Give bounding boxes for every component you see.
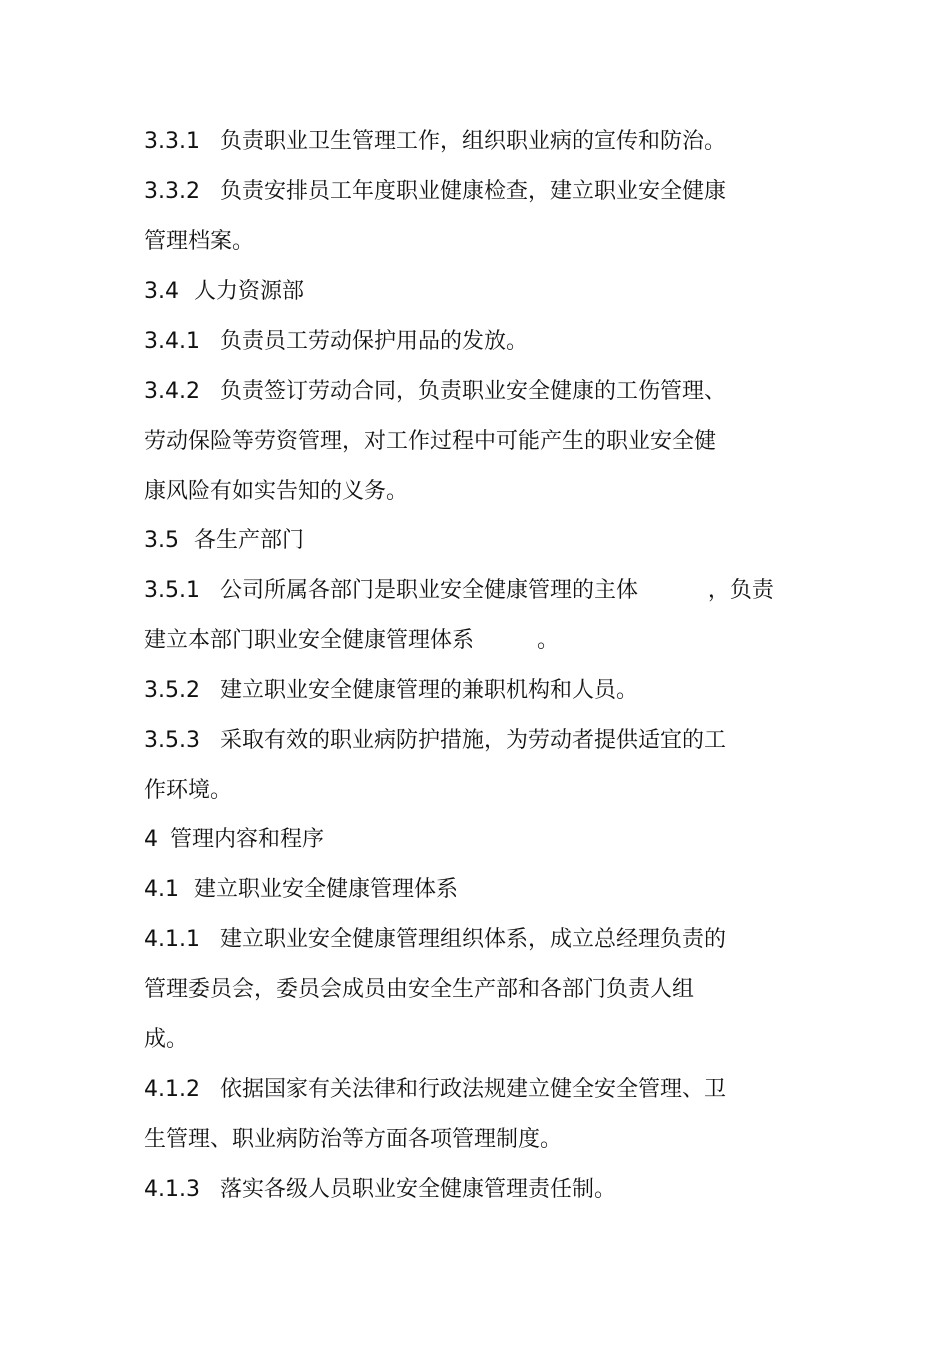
paragraph-line (144, 875, 458, 905)
section-number: 4.1.2 (144, 1077, 200, 1102)
line-text: 管理委员会，委员会成员由安全生产部和各部门负责人组 (144, 977, 695, 1002)
line-text: 建立职业安全健康管理体系 (194, 877, 459, 902)
line-text: 成。 (144, 1027, 189, 1052)
section-number: 3.5.2 (144, 678, 200, 703)
line-text: 生管理、职业病防治等方面各项管理制度。 (144, 1127, 563, 1152)
paragraph-line (144, 925, 726, 955)
paragraph-line (144, 626, 559, 656)
line-text: 采取有效的职业病防护措施，为劳动者提供适宜的工 (220, 728, 727, 753)
line-text: 管理内容和程序 (170, 827, 325, 852)
line-text: 建立职业安全健康管理的兼职机构和人员。 (220, 678, 639, 703)
line-text: 建立职业安全健康管理组织体系，成立总经理负责的 (220, 927, 727, 952)
section-number: 3.5 (144, 528, 179, 553)
paragraph-line (144, 975, 694, 1005)
line-text: 劳动保险等劳资管理，对工作过程中可能产生的职业安全健 (144, 429, 717, 454)
paragraph-line (144, 1125, 562, 1155)
line-text: 依据国家有关法律和行政法规建立健全安全管理、卫 (220, 1077, 727, 1102)
line-text: 公司所属各部门是职业安全健康管理的主体 ，负责 (220, 578, 774, 603)
paragraph-line (144, 526, 304, 556)
paragraph-line (144, 377, 726, 407)
paragraph-line (144, 177, 726, 207)
section-number: 3.4 (144, 279, 179, 304)
line-text: 落实各级人员职业安全健康管理责任制。 (220, 1177, 617, 1202)
paragraph-line (144, 1175, 616, 1205)
section-number: 3.4.1 (144, 329, 200, 354)
line-text: 作环境。 (144, 778, 233, 803)
paragraph-line (144, 427, 716, 457)
paragraph-line (144, 327, 528, 357)
paragraph-line (144, 1025, 188, 1055)
line-text: 负责员工劳动保护用品的发放。 (220, 329, 529, 354)
line-text: 康风险有如实告知的义务。 (144, 479, 409, 504)
line-text: 人力资源部 (194, 279, 305, 304)
line-text: 各生产部门 (194, 528, 305, 553)
paragraph-line (144, 1075, 726, 1105)
line-text: 负责签订劳动合同，负责职业安全健康的工伤管理、 (220, 379, 727, 404)
paragraph-line (144, 825, 324, 855)
paragraph-line (144, 227, 254, 257)
section-number: 3.5.1 (144, 578, 200, 603)
section-number: 4.1.3 (144, 1177, 200, 1202)
section-number: 4.1.1 (144, 927, 200, 952)
line-text: 建立本部门职业安全健康管理体系 。 (144, 628, 559, 653)
line-text: 管理档案。 (144, 229, 255, 254)
paragraph-line (144, 277, 304, 307)
paragraph-line (144, 477, 408, 507)
section-number: 3.4.2 (144, 379, 200, 404)
line-text: 负责职业卫生管理工作，组织职业病的宣传和防治。 (220, 129, 727, 154)
section-number: 3.5.3 (144, 728, 200, 753)
line-text: 负责安排员工年度职业健康检查，建立职业安全健康 (220, 179, 727, 204)
section-number: 3.3.1 (144, 129, 200, 154)
paragraph-line (144, 776, 232, 806)
paragraph-line (144, 726, 726, 756)
section-number: 3.3.2 (144, 179, 200, 204)
section-number: 4 (144, 827, 158, 852)
paragraph-line (144, 127, 726, 157)
paragraph-line (144, 676, 638, 706)
section-number: 4.1 (144, 877, 179, 902)
paragraph-line (144, 576, 774, 606)
